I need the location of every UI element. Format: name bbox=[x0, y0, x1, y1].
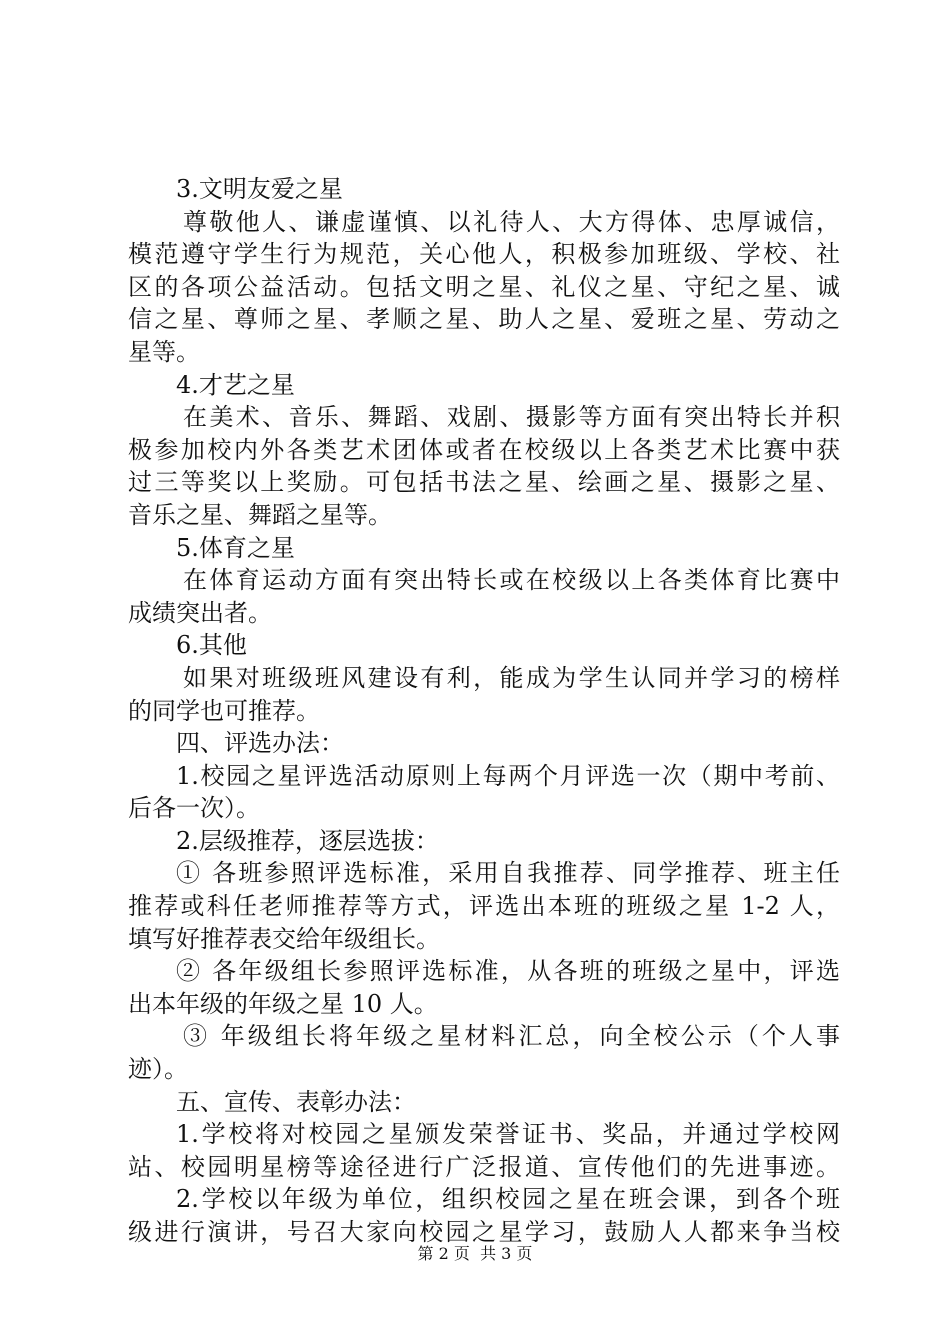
paragraph-line: 在体育运动方面有突出特长或在校级以上各类体育比赛中 bbox=[183, 566, 840, 595]
paragraph-line: 2.学校以年级为单位，组织校园之星在班会课，到各个班 bbox=[176, 1185, 840, 1214]
heading-other: 6.其他 bbox=[176, 631, 247, 660]
paragraph-line: 尊敬他人、谦虚谨慎、以礼待人、大方得体、忠厚诚信， bbox=[183, 207, 840, 236]
paragraph-line: 迹）。 bbox=[128, 1055, 188, 1084]
paragraph-line: 填写好推荐表交给年级组长。 bbox=[128, 924, 440, 953]
paragraph-line: ③ 年级组长将年级之星材料汇总，向全校公示（个人事 bbox=[183, 1022, 840, 1051]
document-body bbox=[128, 173, 840, 1249]
paragraph-line: 星等。 bbox=[128, 337, 200, 366]
paragraph-line: 音乐之星、舞蹈之星等。 bbox=[128, 500, 392, 529]
paragraph-line: 1.校园之星评选活动原则上每两个月评选一次（期中考前、 bbox=[176, 761, 840, 790]
paragraph-line: ② 各年级组长参照评选标准，从各班的班级之星中，评选 bbox=[176, 957, 840, 986]
paragraph-line: 推荐或科任老师推荐等方式，评选出本班的班级之星 1-2 人， bbox=[128, 892, 840, 921]
paragraph-line: 后各一次）。 bbox=[128, 794, 260, 823]
page-number-footer: 第 2 页 共 3 页 bbox=[417, 1244, 533, 1263]
heading-civility-star: 3.文明友爱之星 bbox=[176, 175, 343, 203]
section-heading-selection-method: 四、评选办法： bbox=[176, 729, 344, 758]
heading-sports-star: 5.体育之星 bbox=[176, 533, 295, 562]
paragraph-line: 极参加校内外各类艺术团体或者在校级以上各类艺术比赛中获 bbox=[128, 435, 840, 464]
paragraph-line: 的同学也可推荐。 bbox=[128, 696, 320, 725]
paragraph-line: 在美术、音乐、舞蹈、戏剧、摄影等方面有突出特长并积 bbox=[183, 403, 840, 432]
paragraph-line: 模范遵守学生行为规范，关心他人，积极参加班级、学校、社 bbox=[128, 240, 840, 269]
paragraph-line: 2.层级推荐，逐层选拔： bbox=[176, 826, 439, 855]
paragraph-line: 出本年级的年级之星 10 人。 bbox=[128, 989, 438, 1018]
paragraph-line: ① 各班参照评选标准，采用自我推荐、同学推荐、班主任 bbox=[176, 859, 840, 888]
paragraph-line: 如果对班级班风建设有利，能成为学生认同并学习的榜样 bbox=[183, 663, 840, 692]
paragraph-line: 站、校园明星榜等途径进行广泛报道、宣传他们的先进事迹。 bbox=[128, 1152, 840, 1181]
section-heading-publicity: 五、宣传、表彰办法： bbox=[176, 1087, 416, 1116]
paragraph-line: 级进行演讲，号召大家向校园之星学习，鼓励人人都来争当校 bbox=[128, 1218, 840, 1246]
paragraph-line: 1.学校将对校园之星颁发荣誉证书、奖品，并通过学校网 bbox=[176, 1120, 840, 1149]
paragraph-line: 过三等奖以上奖励。可包括书法之星、绘画之星、摄影之星、 bbox=[128, 468, 840, 497]
heading-talent-star: 4.才艺之星 bbox=[176, 370, 295, 399]
paragraph-line: 信之星、尊师之星、孝顺之星、助人之星、爱班之星、劳动之 bbox=[128, 305, 840, 334]
paragraph-line: 成绩突出者。 bbox=[128, 598, 272, 627]
paragraph-line: 区的各项公益活动。包括文明之星、礼仪之星、守纪之星、诚 bbox=[128, 272, 840, 301]
